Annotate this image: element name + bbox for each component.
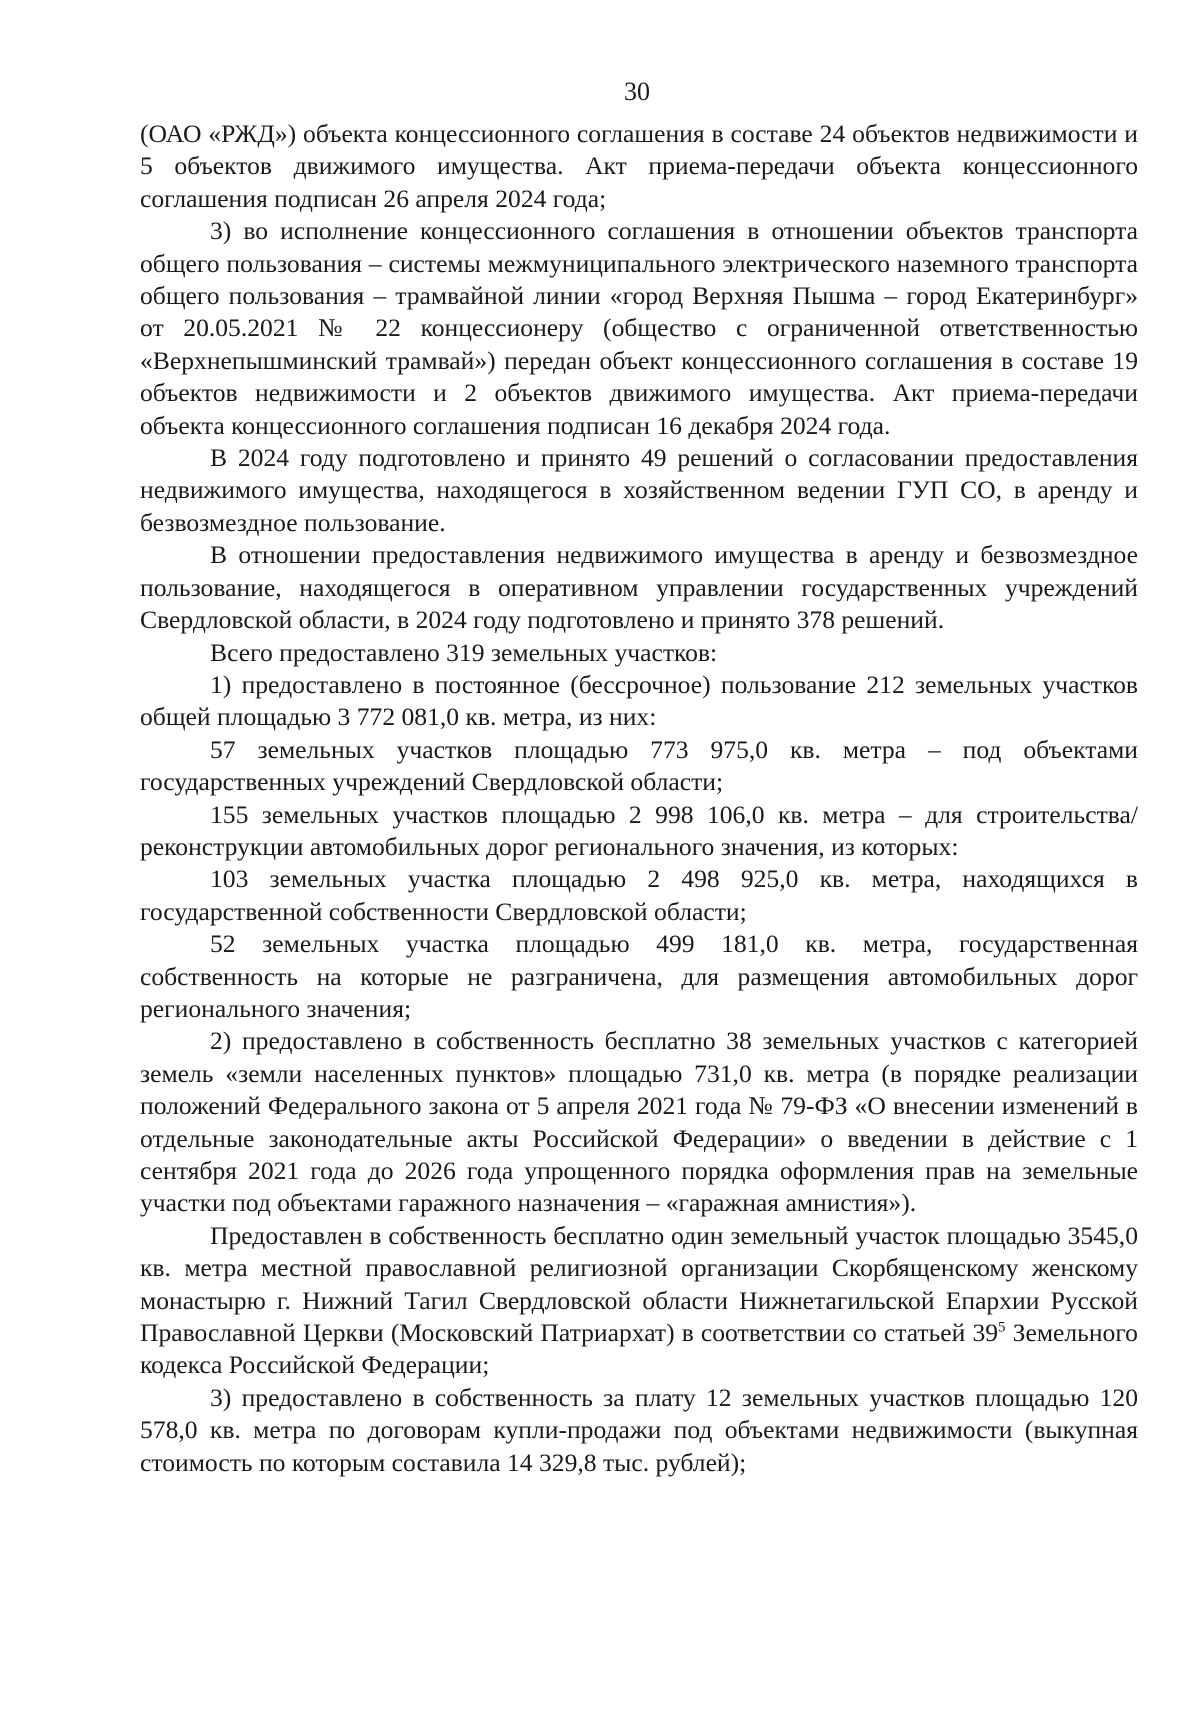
paragraph: 1) предоставлено в постоянное (бессрочное) пользование 212 земельных участков общей площадью 3 772 081,0 кв. метра, из них: <box>140 669 1138 732</box>
paragraph: 155 земельных участков площадью 2 998 106,0 кв. метра – для строительства/ реконструкции автомобильных дорог регионального значения, из которых: <box>140 799 1138 861</box>
paragraph: 3) предоставлено в собственность за плату 12 земельных участков площадью 120 578,0 кв. метра по договорам купли-продажи под объектами недвижимости (выкупная стоимость по которым составила 14 329,8 тыс. рублей); <box>140 1382 1138 1477</box>
paragraph: (ОАО «РЖД») объекта концессионного соглашения в составе 24 объектов недвижимости и 5 объектов движимого имущества. Акт приема-передачи объекта концессионного соглашения подписан 26 апреля 2024 года; <box>140 119 1138 213</box>
paragraph: В 2024 году подготовлено и принято 49 решений о согласовании предоставления недвижимого имущества, находящегося в хозяйственном ведении ГУП СО, в аренду и безвозмездное пользование. <box>140 443 1138 537</box>
paragraph <box>140 1220 1138 1382</box>
paragraph: 57 земельных участков площадью 773 975,0 кв. метра – под объектами государственных учреждений Свердловской области; <box>140 734 1138 797</box>
paragraph-text: Земельного кодекса Российской Федерации; <box>140 1318 1138 1380</box>
paragraph: В отношении предоставления недвижимого имущества в аренду и безвозмездное пользование, находящегося в оперативном управлении государственных учреждений Свердловской области, в 2024 году подготовлено и принято 378 решений. <box>140 540 1138 635</box>
document-body <box>140 118 1138 1479</box>
paragraph: Всего предоставлено 319 земельных участков: <box>210 637 718 667</box>
paragraph: 2) предоставлено в собственность бесплатно 38 земельных участков с категорией земель «земли населенных пунктов» площадью 731,0 кв. метра (в порядке реализации положений Федерального закона от 5 апреля 2021 года № 79-ФЗ «О внесении изменений в отдельные законодательные акты Российской Федерации» о введении в действие с 1 сентября 2021 года до 2026 года упрощенного порядка оформления прав на земельные участки под объектами гаражного назначения – «гаражная амнистия»). <box>140 1026 1138 1218</box>
paragraph: 52 земельных участка площадью 499 181,0 кв. метра, государственная собственность на которые не разграничена, для размещения автомобильных дорог регионального значения; <box>140 929 1138 1023</box>
superscript: 5 <box>998 1319 1006 1336</box>
paragraph: 3) во исполнение концессионного соглашения в отношении объектов транспорта общего пользования – системы межмуниципального электрического наземного транспорта общего пользования – трамвайной линии «город Верхняя Пышма – город Екатеринбург» от 20.05.2021 № 22 концессионеру (общество с ограниченной ответственностью «Верхнепышминский трамвай») передан объект концессионного соглашения в составе 19 объектов недвижимости и 2 объектов движимого имущества. Акт приема-передачи объекта концессионного соглашения подписан 16 декабря 2024 года. <box>140 216 1138 440</box>
paragraph: 103 земельных участка площадью 2 498 925,0 кв. метра, находящихся в государственной собственности Свердловской области; <box>140 864 1138 926</box>
paragraph-text: Предоставлен в собственность бесплатно один земельный участок площадью 3545,0 кв. метра местной православной религиозной организации Скорбященскому женскому монастырю г. Нижний Тагил Свердловской области Нижнетагильской Епархии Русской Православной Церкви (Московский Патриархат) в соответствии со статьей 39 <box>140 1220 1138 1348</box>
page-number: 30 <box>624 77 650 106</box>
